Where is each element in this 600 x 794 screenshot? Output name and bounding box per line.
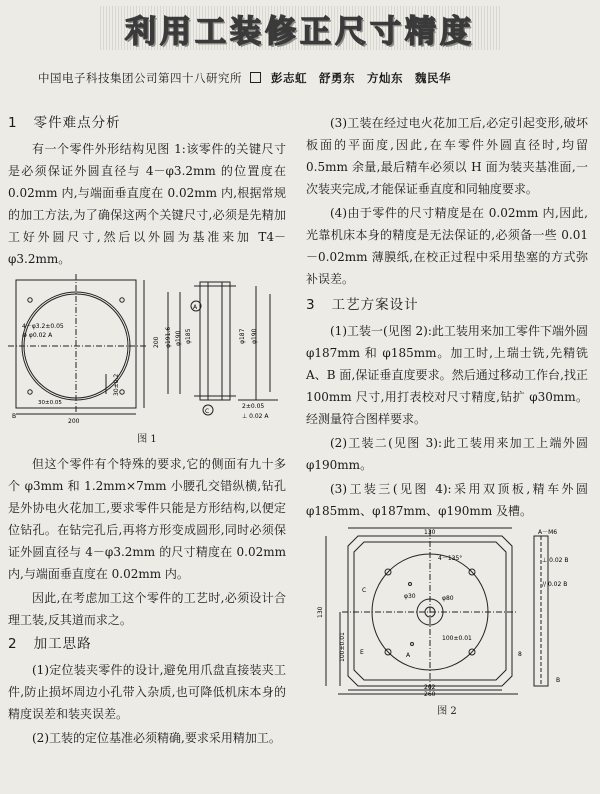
author-name: 彭志虹 (271, 71, 307, 85)
fig1-true-position-label: ⊕ φ0.02 A (22, 332, 53, 339)
figure-1 (8, 274, 286, 447)
section-number: 3 (306, 297, 316, 313)
fig2-top-label: 130 (424, 529, 436, 536)
fig2-datum-c: C (362, 587, 367, 594)
fig2-r8-label: 8 (518, 651, 522, 658)
author-name: 舒勇东 (319, 71, 355, 85)
fig1-d1b-label: φ190 (251, 328, 258, 344)
paragraph: 有一个零件外形结构见图 1:该零件的关键尺寸是必须保证外圆直径与 4－φ3.2mm 的位置度在 0.02mm 内,与端面垂直度在 0.02mm 内,根据常规的加工方法,为了确保这两个关键尺寸,必须是先精加工好外圆尺寸,然后以外圆为基准来加 T4－φ3.2mm。 (8, 142, 286, 266)
fig2-perp-label: ⊥ 0.02 B (542, 557, 569, 564)
right-column (306, 112, 588, 725)
section-number: 1 (8, 115, 18, 131)
paragraph: (4)由于零件的尺寸精度是在 0.02mm 内,因此,光靠机床本身的精度是无法保证的,必须备一些 0.01－0.02mm 薄膜纸,在校正过程中采用垫塞的方式弥补误差。 (306, 206, 588, 286)
fig2-parallel-label: // 0.02 B (542, 581, 568, 588)
fig1-width-label: 200 (68, 418, 80, 424)
paragraph: (2)工装的定位基准必须精确,要求采用精加工。 (32, 731, 281, 745)
fig1-holes-label: 4－φ3.2±0.05 (22, 323, 64, 330)
author-name: 魏民华 (415, 71, 451, 85)
fig1-height-label: 30±0.2 (113, 373, 120, 396)
fig1-datum-c: C (205, 408, 210, 415)
fig2-datum-e: E (360, 649, 364, 656)
left-column (8, 112, 286, 751)
paragraph: (1)工装一(见图 2):此工装用来加工零件下端外圆 φ187mm 和 φ185mm。加工时,上瑞士铣,先精铣 A、B 面,保证垂直度要求。然后通过移动工作台,找正 100mm 尺寸,用打表校对尺寸精度,钻扩 φ30mm。经测量符合图样要求。 (306, 324, 588, 426)
section-heading (8, 633, 286, 655)
section-heading (8, 112, 286, 134)
fig2-c100-label: 100±0.01 (442, 635, 472, 642)
figure-caption: 图 2 (437, 706, 457, 717)
paragraph: (3)工装三(见图 4):采用双顶板,精车外圆 φ185mm、φ187mm、φ190mm 及槽。 (306, 482, 588, 518)
fig1-tol-label: 2±0.05 (242, 403, 265, 410)
fig1-d4-label: φ191.6 (165, 326, 172, 348)
fig2-d202-label: 202 (424, 684, 436, 691)
fig1-d2-label: φ187 (239, 328, 246, 344)
separator-box (250, 72, 261, 83)
figure-caption: 图 1 (137, 434, 157, 445)
section-number: 2 (8, 636, 18, 652)
affiliation: 中国电子科技集团公司第四十八研究所 (38, 71, 242, 85)
fig2-holes-label: 4－135° (438, 555, 463, 562)
paragraph: (1)定位装夹零件的设计,避免用爪盘直接装夹工件,防止损坏周边小孔带入杂质,也可降低机床本身的精度误差和装夹误差。 (8, 663, 286, 721)
section-title: 零件难点分析 (33, 115, 121, 131)
fig2-m6-label: A－M6 (538, 529, 558, 536)
fig2-d80-label: φ80 (442, 595, 454, 602)
fig2-datum-b: B (556, 677, 561, 684)
figure-1-drawing (8, 274, 286, 424)
side-view-body (200, 282, 230, 400)
fig1-datum-b: B (12, 413, 17, 420)
fig2-d30-label: φ30 (404, 593, 416, 600)
paragraph: 但这个零件有个特殊的要求,它的侧面有九十多个 φ3mm 和 1.2mm×7mm 小腰孔交错纵横,钻孔是外协电火花加工,要求零件只能是方形结构,以便定位钻孔。在钻完孔后,再将方形变成圆形,同时必须保证外圆直径与 4－φ3.2mm 的尺寸精度在 0.02mm 内,与端面垂直度在 0.02mm 内。 (8, 457, 286, 581)
fig1-d3-label: φ185 (185, 328, 192, 344)
section-title: 加工思路 (33, 636, 92, 652)
figure-2 (306, 526, 588, 719)
author-name: 方灿东 (367, 71, 403, 85)
paragraph: (3)工装在经过电火花加工后,必定引起变形,破坏板面的平面度,因此,在车零件外圆直径时,均留 0.5mm 余量,最后精车必须以 H 面为装夹基准面,一次装夹完成,才能保证垂直度和同轴度要求。 (306, 116, 588, 196)
fig2-d260-label: 260 (424, 691, 436, 696)
paragraph: 因此,在考虑加工这个零件的工艺时,必须设计合理工装,反其道而求之。 (8, 591, 286, 627)
fig1-datum-a: A (193, 304, 198, 311)
paragraph: (2)工装二(见图 3):此工装用来加工上端外圆 φ190mm。 (306, 436, 588, 472)
fig1-d1-label: φ190 (175, 330, 182, 346)
section-title: 工艺方案设计 (331, 297, 419, 313)
fig1-width-side-label: 200 (153, 336, 160, 348)
fig2-left-label: 130 (317, 606, 324, 618)
byline (38, 70, 578, 86)
fig1-bottom-label: 30±0.05 (38, 400, 62, 406)
figure-2-drawing (306, 526, 588, 696)
title-banner (100, 6, 500, 50)
fig2-datum-a: A (406, 652, 411, 659)
fig2-r100-label: 100±0.01 (339, 632, 346, 662)
section-heading (306, 294, 588, 316)
article-title: 利用工装修正尺寸精度 (125, 13, 475, 50)
fig1-perp-label: ⊥ 0.02 A (242, 413, 269, 420)
